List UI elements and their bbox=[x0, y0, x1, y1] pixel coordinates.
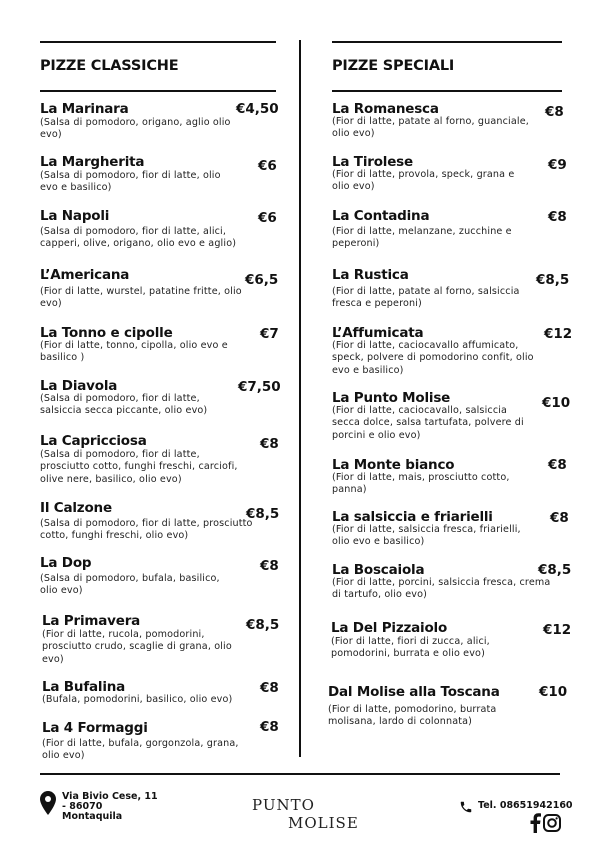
item-description: (Fior di latte, wurstel, patatine fritte, olio evo) bbox=[40, 286, 242, 310]
item-name: Dal Molise alla Toscana bbox=[328, 684, 500, 700]
item-name: La Romanesca bbox=[332, 101, 439, 117]
item-description: (Fior di latte, porcini, salsiccia fresca, crema di tartufo, olio evo) bbox=[332, 577, 551, 601]
top-rule-right bbox=[332, 41, 562, 43]
item-price: €6 bbox=[258, 210, 277, 226]
phone-icon bbox=[459, 799, 473, 813]
item-name: La Del Pizzaiolo bbox=[331, 620, 448, 636]
item-name: L’Americana bbox=[40, 267, 130, 283]
item-price: €6,5 bbox=[245, 272, 279, 288]
item-description: (Fior di latte, caciocavallo, salsiccia secca dolce, salsa tartufata, polvere di porcini e olio evo) bbox=[332, 405, 524, 441]
item-description: (Salsa di pomodoro, fior di latte, alici, capperi, olive, origano, olio evo e aglio) bbox=[40, 226, 237, 250]
item-price: €8 bbox=[550, 510, 569, 526]
item-description: (Fior di latte, melanzane, zucchine e peperoni) bbox=[332, 226, 512, 250]
item-name: La Tirolese bbox=[332, 154, 413, 170]
item-price: €12 bbox=[544, 326, 573, 342]
item-description: (Salsa di pomodoro, fior di latte, prosciutto cotto, funghi freschi, olio evo) bbox=[40, 518, 253, 542]
punto-molise-logo bbox=[248, 796, 358, 836]
item-price: €8 bbox=[260, 719, 279, 735]
title-rule-left bbox=[40, 90, 276, 92]
item-description: (Fior di latte, patate al forno, salsiccia fresca e peperoni) bbox=[332, 286, 520, 310]
item-price: €8,5 bbox=[536, 272, 570, 288]
facebook-icon[interactable] bbox=[529, 813, 541, 833]
item-name: La Napoli bbox=[40, 208, 110, 224]
item-name: Il Calzone bbox=[40, 500, 112, 516]
item-description: (Fior di latte, fiori di zucca, alici, pomodorini, burrata e olio evo) bbox=[331, 636, 490, 660]
item-description: (Salsa di pomodoro, fior di latte, prosciutto cotto, funghi freschi, carciofi, olive nere, basilico, olio evo) bbox=[40, 449, 238, 485]
item-price: €7 bbox=[260, 326, 279, 342]
item-price: €10 bbox=[542, 395, 571, 411]
item-price: €7,50 bbox=[238, 379, 281, 395]
item-description: (Fior di latte, pomodorino, burrata molisana, lardo di colonnata) bbox=[328, 704, 497, 728]
item-name: La Boscaiola bbox=[332, 562, 425, 578]
item-name: La Primavera bbox=[42, 613, 141, 629]
item-description: (Fior di latte, patate al forno, guanciale, olio evo) bbox=[332, 116, 529, 140]
item-price: €8,5 bbox=[538, 562, 572, 578]
item-price: €8 bbox=[260, 436, 279, 452]
item-name: La Punto Molise bbox=[332, 390, 451, 406]
item-price: €8 bbox=[260, 680, 279, 696]
item-price: €4,50 bbox=[236, 101, 279, 117]
item-description: (Fior di latte, bufala, gorgonzola, grana, olio evo) bbox=[42, 738, 239, 762]
item-description: (Fior di latte, provola, speck, grana e olio evo) bbox=[332, 169, 515, 193]
item-price: €8 bbox=[545, 104, 564, 120]
top-rule-left bbox=[40, 41, 276, 43]
item-price: €8 bbox=[548, 457, 567, 473]
item-description: (Fior di latte, caciocavallo affumicato, speck, polvere di pomodorino confit, olio evo e basilico) bbox=[332, 340, 534, 376]
footer-phone: Tel. 08651942160 bbox=[478, 800, 573, 811]
title-rule-right bbox=[332, 90, 562, 92]
item-description: (Fior di latte, rucola, pomodorini, prosciutto crudo, scaglie di grana, olio evo) bbox=[42, 629, 232, 665]
footer-address: Via Bivio Cese, 11 - 86070 Montaquila bbox=[62, 791, 158, 822]
instagram-icon[interactable] bbox=[543, 814, 561, 832]
section-title-classiche: PIZZE CLASSICHE bbox=[40, 58, 179, 74]
item-name: L’Affumicata bbox=[332, 325, 424, 341]
item-name: La Diavola bbox=[40, 378, 118, 394]
item-name: La Monte bianco bbox=[332, 457, 455, 473]
item-name: La Contadina bbox=[332, 208, 430, 224]
item-name: La Marinara bbox=[40, 101, 129, 117]
item-name: La 4 Formaggi bbox=[42, 720, 148, 736]
item-name: La Rustica bbox=[332, 267, 409, 283]
item-name: La Tonno e cipolle bbox=[40, 325, 173, 341]
item-description: (Salsa di pomodoro, origano, aglio olio evo) bbox=[40, 117, 231, 141]
item-description: (Salsa di pomodoro, fior di latte, salsiccia secca piccante, olio evo) bbox=[40, 393, 208, 417]
item-price: €10 bbox=[539, 684, 568, 700]
item-name: La Margherita bbox=[40, 154, 145, 170]
item-description: (Fior di latte, salsiccia fresca, friarielli, olio evo e basilico) bbox=[332, 524, 521, 548]
section-title-speciali: PIZZE SPECIALI bbox=[332, 58, 455, 74]
item-price: €8,5 bbox=[246, 617, 280, 633]
item-description: (Salsa di pomodoro, bufala, basilico, olio evo) bbox=[40, 573, 220, 597]
item-name: La salsiccia e friarielli bbox=[332, 509, 493, 525]
bottom-rule bbox=[40, 773, 560, 775]
column-divider bbox=[299, 40, 301, 757]
item-description: (Fior di latte, tonno, cipolla, olio evo e basilico ) bbox=[40, 340, 228, 364]
item-price: €8 bbox=[260, 558, 279, 574]
item-name: La Bufalina bbox=[42, 679, 126, 695]
logo-line-2: MOLISE bbox=[288, 814, 359, 832]
item-price: €8,5 bbox=[246, 506, 280, 522]
item-name: La Dop bbox=[40, 555, 92, 571]
logo-line-1: PUNTO bbox=[252, 796, 315, 814]
item-price: €12 bbox=[543, 622, 572, 638]
item-price: €9 bbox=[548, 157, 567, 173]
item-description: (Fior di latte, mais, prosciutto cotto, panna) bbox=[332, 472, 510, 496]
item-description: (Salsa di pomodoro, fior di latte, olio evo e basilico) bbox=[40, 170, 221, 194]
item-name: La Capricciosa bbox=[40, 433, 147, 449]
item-price: €6 bbox=[258, 158, 277, 174]
location-pin-icon bbox=[40, 791, 56, 815]
item-description: (Bufala, pomodorini, basilico, olio evo) bbox=[42, 694, 233, 705]
item-price: €8 bbox=[548, 209, 567, 225]
